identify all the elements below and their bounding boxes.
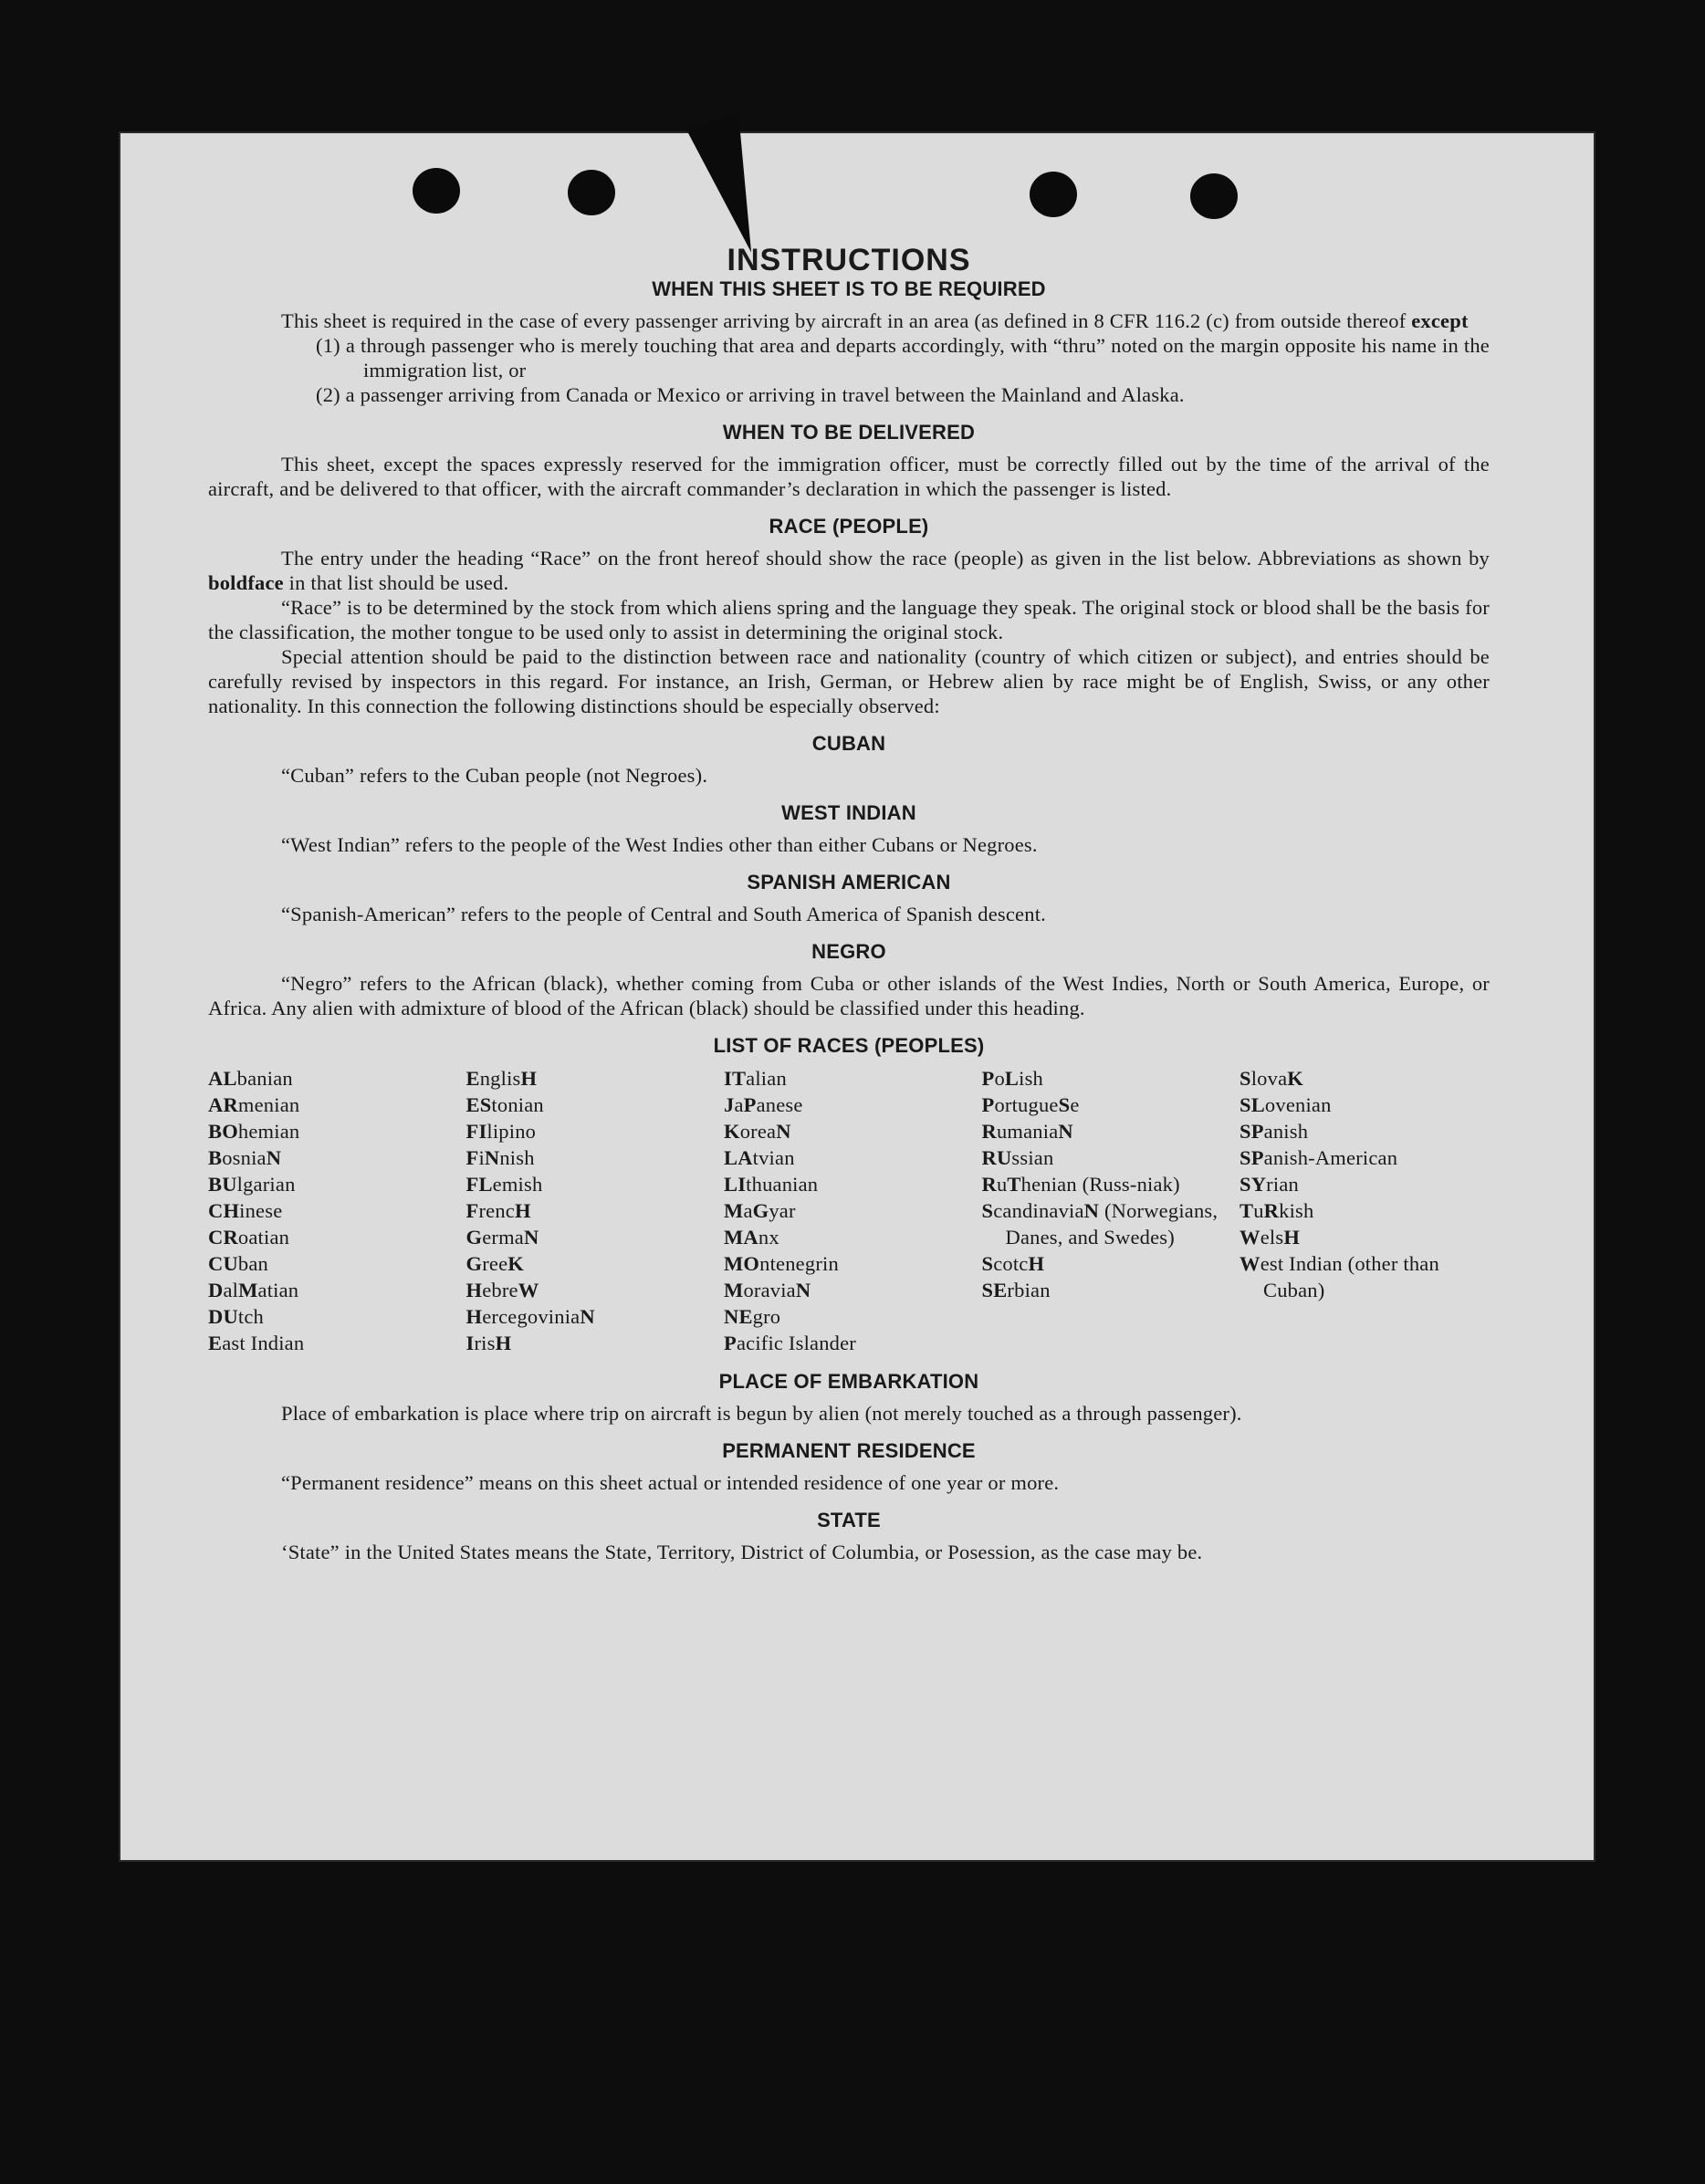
race-entry: CUban [208,1252,268,1275]
races-column [208,1065,458,1356]
race-entry: RUssian [981,1146,1054,1169]
race-entry: ALbanian [208,1067,293,1090]
race-entry: ScotcH [981,1252,1045,1275]
race-entry: LIthuanian [724,1173,819,1196]
race-entry: Pacific Islander [724,1332,856,1354]
race-entry: SErbian [981,1279,1051,1301]
punch-hole [1190,173,1238,219]
section-text: “Negro” refers to the African (black), whether coming from Cuba or other islands of the West Indies, North or South America, Europe, or Africa. Any alien with admixture of blood of the African (black) should be classified under this heading. [208,972,1490,1019]
instruction-sheet [120,133,1594,1860]
races-column [466,1065,717,1356]
race-entry: PortugueSe [981,1093,1080,1116]
race-entry: KoreaN [724,1120,791,1143]
punch-hole [568,170,615,215]
section-text: ‘State” in the United States means the State, Territory, District of Columbia, or Posession, as the case may be. [281,1541,1203,1563]
race-entry: EnglisH [465,1067,538,1090]
races-column [982,1065,1232,1356]
section-heading: WEST INDIAN [781,801,916,824]
section-heading: NEGRO [811,940,886,963]
race-entry: HebreW [465,1279,539,1301]
race-entry: NEgro [724,1305,781,1328]
race-entry: MoraviaN [724,1279,811,1301]
race-entry: East Indian [208,1332,305,1354]
clause-item: (1) a through passenger who is merely touching that area and departs accordingly, with “thru” noted on the margin opposite his name in the immigration list, or [316,334,1490,381]
section-heading: STATE [817,1509,881,1531]
race-entry: FrencH [465,1199,531,1222]
section-heading: SPANISH AMERICAN [747,871,951,893]
race-entry: RuThenian (Russ-niak) [981,1173,1180,1196]
race-entry: MAnx [724,1226,779,1249]
race-entry: ITalian [724,1067,787,1090]
section-heading: WHEN THIS SHEET IS TO BE REQUIRED [652,277,1046,300]
race-entry: BosniaN [208,1146,282,1169]
race-entry: DUtch [208,1305,264,1328]
races-column [724,1065,974,1356]
race-entry: GreeK [465,1252,524,1275]
section-text: “Race” is to be determined by the stock from which aliens spring and the language they speak. The original stock or blood shall be the basis for the classification, the mother tongue to be used only to assist in determining the original stock. [208,596,1490,643]
race-entry: DalMatian [208,1279,299,1301]
section-text: This sheet is required in the case of every passenger arriving by aircraft in an area (as defined in 8 CFR 116.2 (c) from outside thereof except [281,309,1469,332]
section-text: “West Indian” refers to the people of the West Indies other than either Cubans or Negroes. [281,833,1038,856]
section-heading: LIST OF RACES (PEOPLES) [713,1034,985,1057]
page-title: INSTRUCTIONS [727,243,971,277]
section-heading: RACE (PEOPLE) [769,515,929,538]
race-entry: SlovaK [1240,1067,1303,1090]
section-text: Special attention should be paid to the distinction between race and nationality (country of which citizen or subject), and entries should be carefully revised by inspectors in this regard. For instance, an Irish, German, or Hebrew alien by race might be of English, Swiss, or any other nationality. In this connection the following distinctions should be especially observed: [208,645,1490,717]
punch-hole [413,168,460,214]
race-entry: SPanish-American [1240,1146,1398,1169]
race-entry: MOntenegrin [724,1252,839,1275]
race-entry: SYrian [1240,1173,1299,1196]
section-text: “Spanish-American” refers to the people of Central and South America of Spanish descent. [281,903,1046,925]
race-entry: FLemish [465,1173,543,1196]
race-entry: PoLish [981,1067,1043,1090]
race-entry: ScandinaviaN (Norwegians, Danes, and Swedes) [981,1199,1219,1249]
section-heading: CUBAN [811,732,886,755]
section-heading: PERMANENT RESIDENCE [722,1439,976,1462]
torn-edge [686,112,780,259]
race-entry: GermaN [465,1226,539,1249]
clause-item: (2) a passenger arriving from Canada or Mexico or arriving in travel between the Mainland and Alaska. [316,383,1185,406]
race-entry: West Indian (other than Cuban) [1240,1252,1439,1301]
race-entry: CHinese [208,1199,283,1222]
race-entry: FiNnish [465,1146,535,1169]
punch-hole [1030,172,1077,217]
race-entry: BUlgarian [208,1173,296,1196]
instructions-body [208,243,1490,1564]
race-entry: ARmenian [208,1093,300,1116]
race-entry: JaPanese [724,1093,803,1116]
section-heading: PLACE OF EMBARKATION [718,1370,979,1393]
race-entry: MaGyar [724,1199,796,1222]
races-table [208,1065,1490,1356]
section-text: “Permanent residence” means on this sheet actual or intended residence of one year or more. [281,1471,1060,1494]
race-entry: LAtvian [724,1146,795,1169]
race-entry: HercegoviniaN [465,1305,595,1328]
race-entry: TuRkish [1240,1199,1314,1222]
section-text: Place of embarkation is place where trip on aircraft is begun by alien (not merely touched as a through passenger). [281,1402,1242,1425]
race-entry: BOhemian [208,1120,300,1143]
section-text: “Cuban” refers to the Cuban people (not Negroes). [281,764,708,787]
section-text: The entry under the heading “Race” on the front hereof should show the race (people) as given in the list below. Abbreviations as shown by boldface in that list should be used. [208,547,1490,594]
races-column [1240,1065,1490,1356]
race-entry: SPanish [1240,1120,1309,1143]
race-entry: RumaniaN [981,1120,1073,1143]
race-entry: SLovenian [1240,1093,1332,1116]
race-entry: FIlipino [465,1120,537,1143]
section-heading: WHEN TO BE DELIVERED [722,421,976,444]
race-entry: WelsH [1240,1226,1301,1249]
race-entry: IrisH [465,1332,512,1354]
race-entry: EStonian [465,1093,544,1116]
section-text: This sheet, except the spaces expressly reserved for the immigration officer, must be correctly filled out by the time of the arrival of the aircraft, and be delivered to that officer, with the aircraft commander’s declaration in which the passenger is listed. [208,453,1490,500]
race-entry: CRoatian [208,1226,290,1249]
